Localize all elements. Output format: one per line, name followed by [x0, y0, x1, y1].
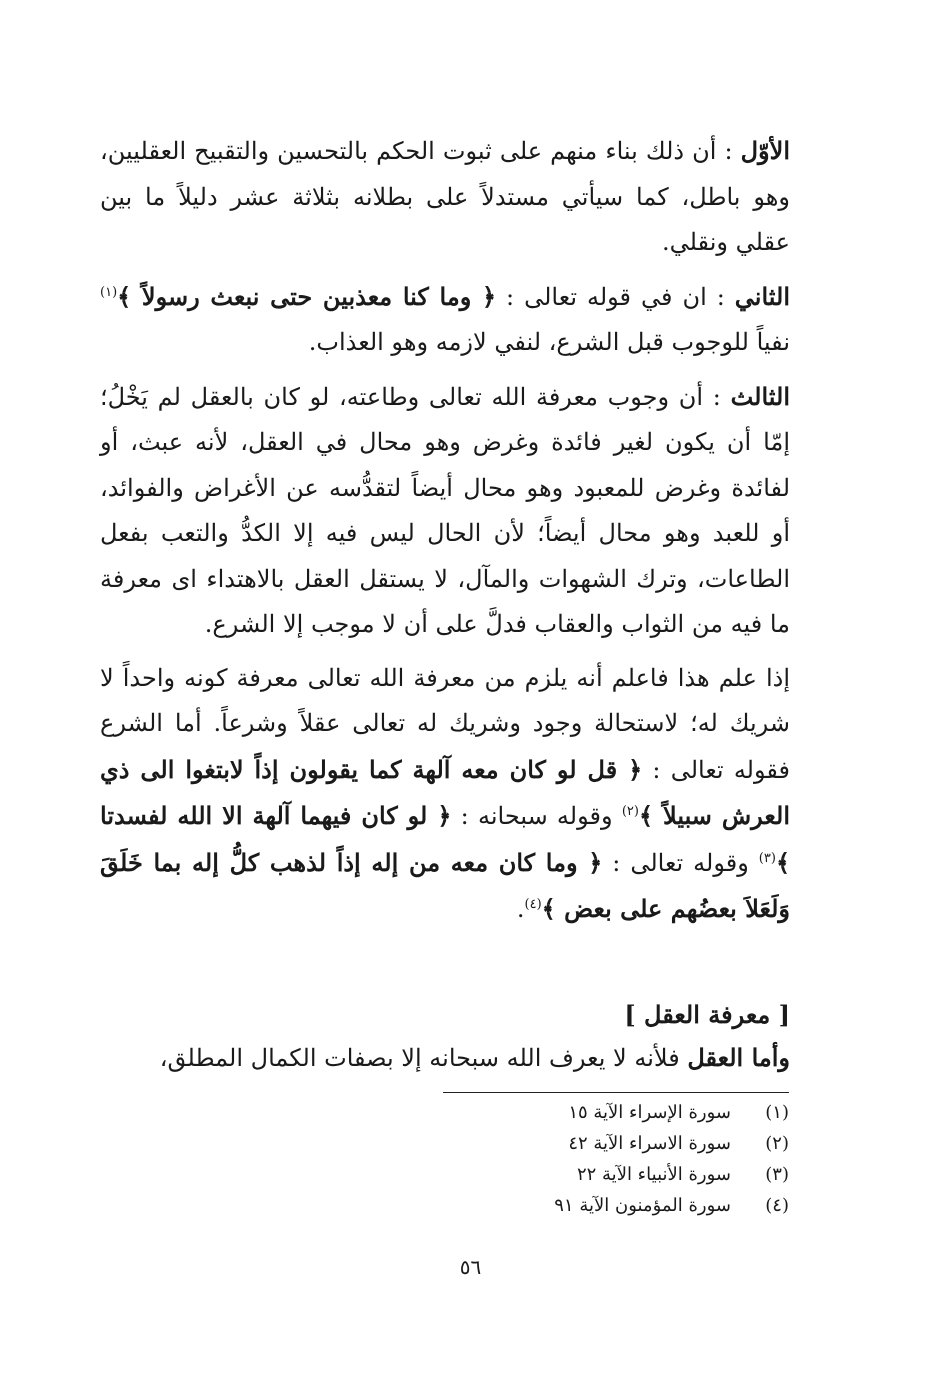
paragraph-text: وقوله تعالى :	[612, 848, 749, 877]
footnote-number: (٣)	[765, 1164, 789, 1185]
footnote-number: (١)	[765, 1102, 789, 1123]
paragraph-intro: : ان في قوله تعالى :	[506, 282, 725, 311]
footnote-text: سورة الإسراء الآية ١٥	[568, 1102, 731, 1123]
paragraph-third	[100, 374, 790, 648]
paragraph-intro: إذا علم هذا فاعلم أنه يلزم من معرفة الله تعالى معرفة كونه واحداً لا شريك له؛ لاستحالة وجود وشريك له تعالى عقلاً وشرعاً. أما الشرع فقوله تعالى :	[100, 663, 791, 784]
footnote-divider	[443, 1092, 789, 1093]
footnote-text: سورة الاسراء الآية ٤٢	[568, 1133, 731, 1154]
page-body	[100, 128, 790, 1089]
quran-verse: ﴿ قل لو كان معه آلهة كما يقولون إذاً لابتغوا الى ذي العرش سبيلاً ﴾	[100, 754, 790, 830]
footnote-number: (٤)	[765, 1195, 789, 1216]
footnote-number: (٢)	[765, 1133, 789, 1154]
footnote-item	[443, 1097, 789, 1128]
footnote-ref: (١)	[100, 284, 118, 300]
footnote-text: سورة المؤمنون الآية ٩١	[554, 1195, 731, 1216]
paragraph-lead: الأوّل	[740, 136, 790, 165]
footnote-text: سورة الأنبياء الآية ٢٢	[576, 1164, 731, 1185]
page-number: ٥٦	[459, 1255, 482, 1279]
paragraph-fourth	[100, 656, 790, 933]
paragraph-first	[100, 128, 790, 266]
footnote-item	[443, 1190, 789, 1221]
section-heading: [ معرفة العقل ]	[624, 999, 790, 1029]
footnote-item	[443, 1128, 789, 1159]
paragraph-text: وقوله سبحانه :	[460, 802, 613, 830]
paragraph-end: .	[516, 895, 525, 923]
paragraph-lead: الثاني	[734, 281, 790, 311]
footnote-item	[443, 1159, 789, 1190]
paragraph-lead: الثالث	[730, 381, 790, 411]
quran-verse: ﴿ وما كنا معذبين حتى نبعث رسولاً ﴾	[117, 281, 497, 311]
paragraph-text: نفياً للوجوب قبل الشرع، لنفي لازمه وهو العذاب.	[308, 328, 790, 356]
paragraph-text: فلأنه لا يعرف الله سبحانه إلا بصفات الكمال المطلق،	[159, 1043, 680, 1072]
paragraph-second	[100, 274, 790, 366]
quran-verse: ﴿ وما كان معه من إله إذاً لذهب كلُّ إله بما خَلَقَ وَلَعَلاَ بعضُهم على بعض ﴾	[100, 847, 790, 923]
section-paragraph	[100, 1035, 790, 1082]
footnote-ref: (٣)	[758, 850, 776, 866]
footnote-ref: (٤)	[524, 897, 542, 912]
paragraph-lead: وأما العقل	[687, 1042, 790, 1072]
footnote-ref: (٢)	[621, 804, 639, 819]
footnotes	[443, 1097, 789, 1221]
paragraph-text: : أن وجوب معرفة الله تعالى وطاعته، لو كان بالعقل لم يَخْلُ؛ إمّا أن يكون لغير فائدة وغرض وهو محال في العقل، لأنه عبث، أو لفائدة وغرض للمعبود وهو محال أيضاً لتقدُّسه عن الأغراض والفوائد، أو للعبد وهو محال أيضاً؛ لأن الحال ليس فيه إلا الكدُّ والتعب بفعل الطاعات، وترك الشهوات والمآل، لا يستقل العقل بالاهتداء اى معرفة ما فيه من الثواب والعقاب فدلَّ على أن لا موجب إلا الشرع.	[100, 382, 790, 638]
paragraph-text: : أن ذلك بناء منهم على ثبوت الحكم بالتحسين والتقبيح العقليين، وهو باطل، كما سيأتي مستدلاً على بطلانه بثلاثة عشر دليلاً ما بين عقلي ونقلي.	[100, 137, 790, 256]
quran-verse: ﴿ لو كان فيهما آلهة الا الله لفسدتا ﴾	[100, 801, 790, 877]
